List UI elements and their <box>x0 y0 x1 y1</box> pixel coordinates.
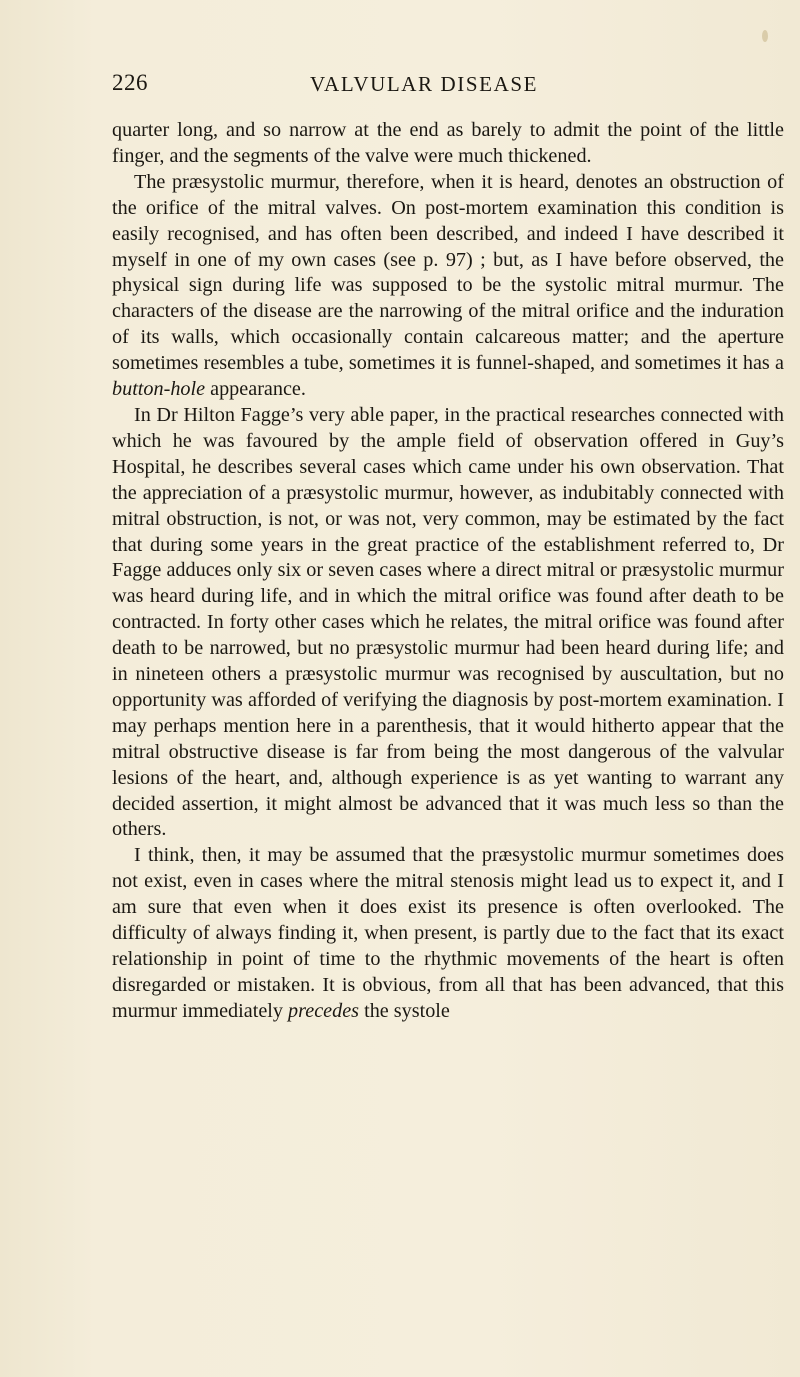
paragraph-murmur-overlooked <box>112 843 784 1024</box>
paragraph-text: In Dr Hilton Fagge’s very able paper, in the practical researches connected with which he was favoured by the ample field of observation offered in Guy’s Hospital, he describes several cases which came under his own observation. That the appreciation of a præsystolic murmur, however, as indubitably connected with mitral obstruction, is not, or was not, very common, may be estimated by the fact that during some years in the great practice of the establishment referred to, Dr Fagge adduces only six or seven cases where a direct mitral or præsystolic murmur was heard during life, and in which the mitral orifice was found after death to be contracted. In forty other cases which he relates, the mitral orifice was found after death to be narrowed, but no præsystolic murmur had been heard during life; and in nineteen others a præsystolic murmur was recognised by auscultation, but no opportunity was afforded of verifying the diagnosis by post-mortem examination. I may perhaps mention here in a parenthesis, that it would hitherto appear that the mitral obstructive disease is far from being the most dangerous of the valvular lesions of the heart, and, although experience is as yet wanting to warrant any decided assertion, it might almost be advanced that it was much less so than the others. <box>112 403 784 841</box>
paragraph-text: The præsystolic murmur, therefore, when it is heard, denotes an obstruction of the orifice of the mitral valves. On post-mortem examination this condition is easily recognised, and has often been described, and indeed I have described it myself in one of my own cases (see p. 97) ; but, as I have before observed, the physical sign during life was supposed to be the systolic mitral murmur. The characters of the disease are the narrowing of the mitral orifice and the induration of its walls, which occasionally contain calcareous matter; and the aperture sometimes resembles a tube, sometimes it is funnel-shaped, and sometimes it has a <box>112 170 784 375</box>
paragraph-continued <box>112 118 784 170</box>
paragraph-text: I think, then, it may be assumed that the præsystolic murmur sometimes does not exist, even in cases where the mitral stenosis might lead us to expect it, and I am sure that even when it does exist its presence is often overlooked. The difficulty of always finding it, when present, is partly due to the fact that its exact relationship in point of time to the rhythmic movements of the heart is often disregarded or mistaken. It is obvious, from all that has been advanced, that this murmur immediately <box>112 844 784 1022</box>
italic-term: precedes <box>288 999 360 1022</box>
page-header <box>112 70 782 100</box>
paragraph-text: quarter long, and so narrow at the end as barely to admit the point of the little finger, and the segments of the valve were much thickened. <box>112 119 784 167</box>
paragraph-text: the systole <box>359 999 450 1022</box>
italic-term: button-hole <box>112 378 206 401</box>
running-head: VALVULAR DISEASE <box>310 72 539 96</box>
paragraph-text: appearance. <box>205 378 306 401</box>
page-smudge <box>762 30 768 42</box>
paragraph-fagge-paper <box>112 403 784 843</box>
paragraph-presystolic-obstruction <box>112 170 784 403</box>
body-text <box>112 118 784 1025</box>
page-number: 226 <box>112 70 148 95</box>
